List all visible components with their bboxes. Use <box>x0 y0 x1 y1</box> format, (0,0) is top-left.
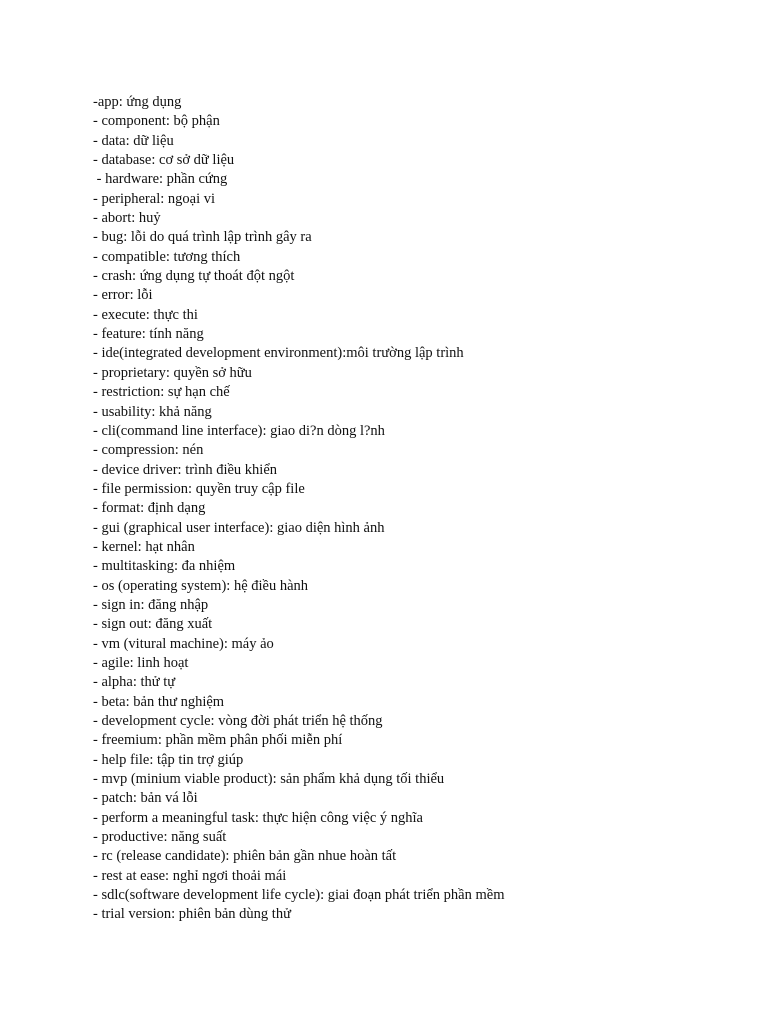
vocab-line: - component: bộ phận <box>93 113 220 130</box>
vocab-line: - execute: thực thi <box>93 306 198 323</box>
vocab-line: - agile: linh hoạt <box>93 654 189 671</box>
vocab-line: - sign in: đăng nhập <box>93 596 209 613</box>
vocab-line: - trial version: phiên bản dùng thử <box>93 906 291 923</box>
vocab-line: - sign out: đăng xuất <box>93 616 213 633</box>
vocab-line: - file permission: quyền truy cập file <box>93 480 305 497</box>
vocab-line: - format: định dạng <box>93 500 206 517</box>
vocab-line: - error: lỗi <box>93 287 153 304</box>
vocab-line: - beta: bản thư nghiệm <box>93 693 225 710</box>
vocab-line: - mvp (minium viable product): sản phẩm khả dụng tối thiểu <box>93 771 445 788</box>
vocab-line: - perform a meaningful task: thực hiện công việc ý nghĩa <box>93 809 423 826</box>
vocab-line: - database: cơ sở dữ liệu <box>93 152 235 169</box>
vocab-line: - bug: lỗi do quá trình lập trình gây ra <box>93 229 312 246</box>
vocabulary-list <box>93 93 505 925</box>
vocab-line: - data: dữ liệu <box>93 132 174 149</box>
vocab-line: - proprietary: quyền sở hữu <box>93 364 252 381</box>
vocab-line: - kernel: hạt nhân <box>93 538 195 555</box>
vocab-line: - productive: năng suất <box>93 829 227 846</box>
vocab-line: - multitasking: đa nhiệm <box>93 558 236 575</box>
vocab-line: - os (operating system): hệ điều hành <box>93 577 309 594</box>
vocab-line: -app: ứng dụng <box>93 94 182 110</box>
vocab-line: - crash: ứng dụng tự thoát đột ngột <box>93 268 295 285</box>
vocab-line: - device driver: trình điều khiển <box>93 461 278 478</box>
vocab-line: - development cycle: vòng đời phát triển hệ thống <box>93 713 383 729</box>
vocab-line: - peripheral: ngoại vi <box>93 190 215 207</box>
vocab-line: - compression: nén <box>93 442 204 459</box>
vocab-line: - usability: khả năng <box>93 403 212 420</box>
vocab-line: - cli(command line interface): giao di?n dòng l?nh <box>93 422 385 439</box>
vocab-line: - restriction: sự hạn chế <box>93 384 230 401</box>
vocab-line: - compatible: tương thích <box>93 248 241 265</box>
vocab-line: - abort: huỷ <box>93 210 161 227</box>
vocab-line: - help file: tập tin trợ giúp <box>93 751 244 768</box>
vocab-line: - freemium: phần mềm phân phối miễn phí <box>93 732 343 749</box>
vocab-line: - sdlc(software development life cycle): giai đoạn phát triển phần mềm <box>93 887 505 904</box>
vocab-line: - rc (release candidate): phiên bản gần nhue hoàn tất <box>93 848 397 865</box>
vocab-line: - ide(integrated development environment):môi trường lập trình <box>93 345 464 362</box>
vocab-line: - alpha: thử tự <box>93 674 176 691</box>
vocab-line: - rest at ease: nghỉ ngơi thoải mái <box>93 867 287 884</box>
vocab-line: - gui (graphical user interface): giao diện hình ảnh <box>93 519 385 536</box>
vocab-line: - hardware: phần cứng <box>93 171 228 188</box>
vocab-line: - feature: tính năng <box>93 326 204 343</box>
vocab-line: - patch: bản vá lỗi <box>93 790 198 807</box>
vocab-line: - vm (vitural machine): máy ảo <box>93 635 274 652</box>
